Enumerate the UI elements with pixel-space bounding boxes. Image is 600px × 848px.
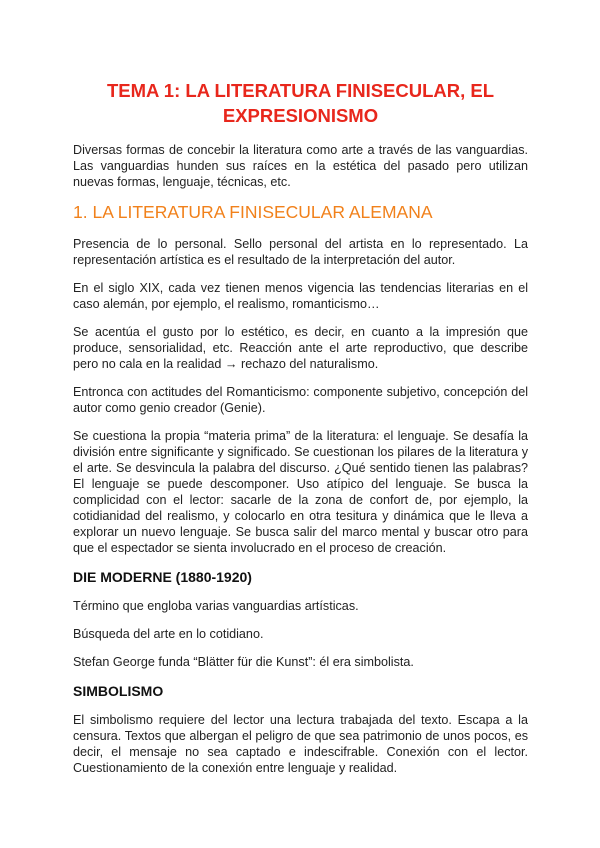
paragraph: En el siglo XIX, cada vez tienen menos vigencia las tendencias literarias en el caso alemán, por ejemplo, el realismo, romanticismo… <box>73 281 528 311</box>
paragraph: Entronca con actitudes del Romanticismo: componente subjetivo, concepción del autor como genio creador (Genie). <box>73 385 528 415</box>
section-heading-finisecular: 1. LA LITERATURA FINISECULAR ALEMANA <box>73 202 433 222</box>
intro-paragraph: Diversas formas de concebir la literatura como arte a través de las vanguardias. Las vanguardias hunden sus raíces en la estética del pasado pero utilizan nuevas formas, lenguaje, técnicas, etc. <box>73 143 528 189</box>
paragraph: Término que engloba varias vanguardias artísticas. <box>73 599 359 613</box>
subheading-die-moderne: DIE MODERNE (1880-1920) <box>73 569 252 585</box>
paragraph: Presencia de lo personal. Sello personal del artista en lo representado. La representación artística es el resultado de la interpretación del autor. <box>73 237 528 267</box>
paragraph: Búsqueda del arte en lo cotidiano. <box>73 627 264 641</box>
subheading-simbolismo: SIMBOLISMO <box>73 683 164 699</box>
paragraph: El simbolismo requiere del lector una lectura trabajada del texto. Escapa a la censura. Textos que albergan el peligro de que sea patrimonio de unos pocos, es decir, el mensaje no sea captado e indescifrable. Conexión con el lector. Cuestionamiento de la conexión entre lenguaje y realidad. <box>73 713 528 775</box>
title-line-1: TEMA 1: LA LITERATURA FINISECULAR, EL <box>106 80 495 101</box>
paragraph: Se cuestiona la propia “materia prima” de la literatura: el lenguaje. Se desafía la división entre significante y significado. Se cuestionan los pilares de la literatura y el arte. Se desvincula la palabra del discurso. ¿Qué sentido tienen las palabras? El lenguaje se puede descomponer. Uso atípico del lenguaje. Se busca la complicidad con el lector: sacarle de la zona de confort de, por ejemplo, la cotidianidad del realismo, y colocarlo en otra tesitura y dinámica que le lleva a explorar un nuevo lenguaje. Se busca salir del marco mental y buscar otro para que el espectador se sienta involucrado en el proceso de creación. <box>73 429 528 555</box>
paragraph: Stefan George funda “Blätter für die Kunst”: él era simbolista. <box>73 655 414 669</box>
title-line-2: EXPRESIONISMO <box>222 105 379 126</box>
paragraph: Se acentúa el gusto por lo estético, es decir, en cuanto a la impresión que produce, sensorialidad, etc. Reacción ante el arte reproductivo, que describe pero no cala en la realidad → rechazo del naturalismo. <box>73 325 528 371</box>
document-title <box>73 78 528 128</box>
